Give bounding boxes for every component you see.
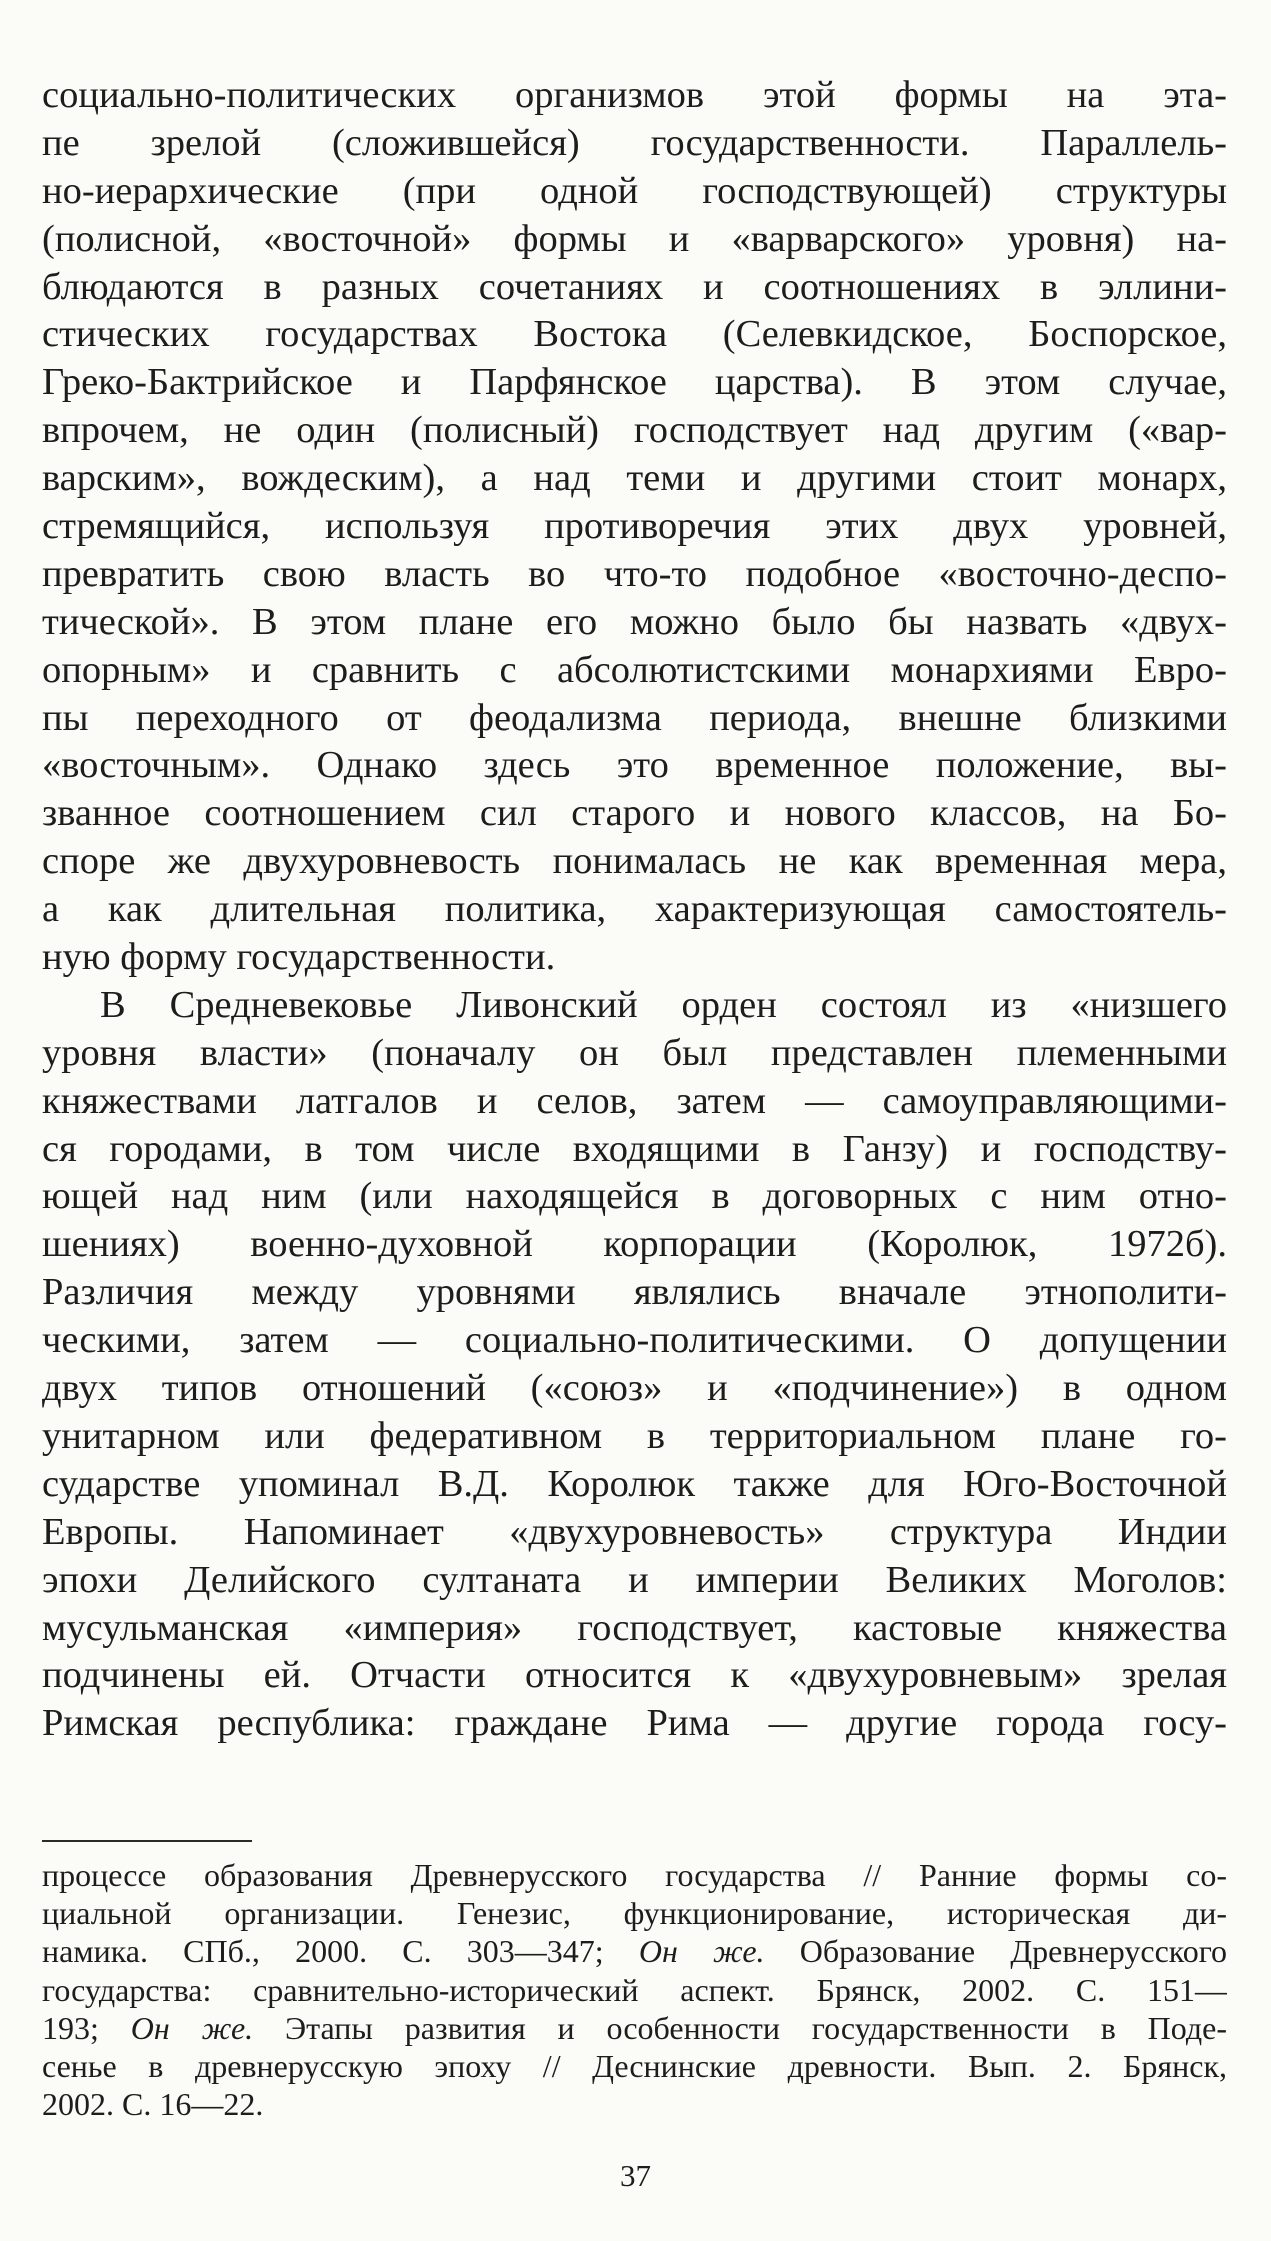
text-line: шениях) военно-духовной корпорации (Королюк, 1972б). <box>42 1223 1227 1266</box>
text-line: двух типов отношений («союз» и «подчинение») в одном <box>42 1367 1227 1410</box>
paragraph-end-line: ную форму государственности. <box>42 936 556 979</box>
text-line: эпохи Делийского султаната и империи Великих Моголов: <box>42 1558 1227 1601</box>
footnote-divider <box>42 1840 252 1842</box>
footnote-line: государства: сравнительно-исторический аспект. Брянск, 2002. С. 151— <box>42 1971 1227 2008</box>
text-line: сударстве упоминал В.Д. Королюк также для Юго-Восточной <box>42 1462 1227 1505</box>
text-line: стремящийся, используя противоречия этих двух уровней, <box>42 505 1227 548</box>
text-line: ся городами, в том числе входящими в Ганзу) и господству- <box>42 1127 1227 1170</box>
text-line: пы переходного от феодализма периода, внешне близкими <box>42 696 1227 739</box>
text-line: блюдаются в разных сочетаниях и соотношениях в эллини- <box>42 265 1227 308</box>
footnote-text: 193; <box>42 2009 131 2046</box>
text-line: а как длительная политика, характеризующая самостоятель- <box>42 888 1227 931</box>
text-line: Европы. Напоминает «двухуровневость» структура Индии <box>42 1510 1227 1553</box>
text-line: пе зрелой (сложившейся) государственности. Параллель- <box>42 121 1227 164</box>
footnote-author-ref: Он же. <box>638 1933 765 1970</box>
footnote-line <box>42 1932 1227 1970</box>
footnote-line: 2002. С. 16—22. <box>42 2086 264 2123</box>
footnote <box>42 1856 1227 2123</box>
text-line: опорным» и сравнить с абсолютистскими монархиями Евро- <box>42 648 1227 691</box>
text-line: мусульманская «империя» господствует, кастовые княжества <box>42 1606 1227 1649</box>
text-line: ческими, затем — социально-политическими. О допущении <box>42 1319 1227 1362</box>
text-line: унитарном или федеративном в территориальном плане го- <box>42 1414 1227 1457</box>
footnote-text: Этапы развития и особенности государственности в Поде- <box>253 2009 1227 2046</box>
text-line: социально-политических организмов этой формы на эта- <box>42 74 1227 116</box>
page-body <box>42 72 1227 1748</box>
text-line: варским», вождеским), а над теми и другими стоит монарх, <box>42 457 1227 500</box>
text-line: Греко-Бактрийское и Парфянское царства). В этом случае, <box>42 361 1227 404</box>
text-line: Римская республика: граждане Рима — другие города госу- <box>42 1702 1227 1745</box>
text-line: ющей над ним (или находящейся в договорных с ним отно- <box>42 1175 1227 1218</box>
text-line: превратить свою власть во что-то подобное «восточно-деспо- <box>42 552 1227 595</box>
footnote-line: сенье в древнерусскую эпоху // Деснинские древности. Вып. 2. Брянск, <box>42 2047 1227 2084</box>
text-line: тической». В этом плане его можно было бы назвать «двух- <box>42 600 1227 643</box>
text-line: «восточным». Однако здесь это временное положение, вы- <box>42 744 1227 787</box>
text-line: споре же двухуровневость понималась не как временная мера, <box>42 840 1227 883</box>
text-line: но-иерархические (при одной господствующей) структуры <box>42 169 1227 212</box>
text-line: Различия между уровнями являлись вначале этнополити- <box>42 1271 1227 1314</box>
text-line: (полисной, «восточной» формы и «варварского» уровня) на- <box>42 217 1227 260</box>
text-line: княжествами латгалов и селов, затем — самоуправляющими- <box>42 1079 1227 1122</box>
text-line: званное соотношением сил старого и нового классов, на Бо- <box>42 792 1227 835</box>
page-number: 37 <box>620 2158 651 2193</box>
text-line: впрочем, не один (полисный) господствует над другим («вар- <box>42 409 1227 452</box>
footnote-line <box>42 2009 1227 2047</box>
text-line: подчинены ей. Отчасти относится к «двухуровневым» зрелая <box>42 1654 1227 1697</box>
footnote-line: процессе образования Древнерусского государства // Ранние формы со- <box>42 1857 1227 1893</box>
footnote-text: Образование Древнерусского <box>764 1933 1227 1970</box>
main-text <box>42 72 1227 1748</box>
text-line: стических государствах Востока (Селевкидское, Боспорское, <box>42 313 1227 356</box>
footnote-line: циальной организации. Генезис, функционирование, историческая ди- <box>42 1895 1227 1932</box>
footnote-text: намика. СПб., 2000. С. 303—347; <box>42 1933 639 1970</box>
text-line: уровня власти» (поначалу он был представлен племенными <box>42 1031 1227 1074</box>
footnote-author-ref: Он же. <box>130 2009 254 2046</box>
paragraph-start-line: В Средневековье Ливонский орден состоял из «низшего <box>100 983 1227 1026</box>
